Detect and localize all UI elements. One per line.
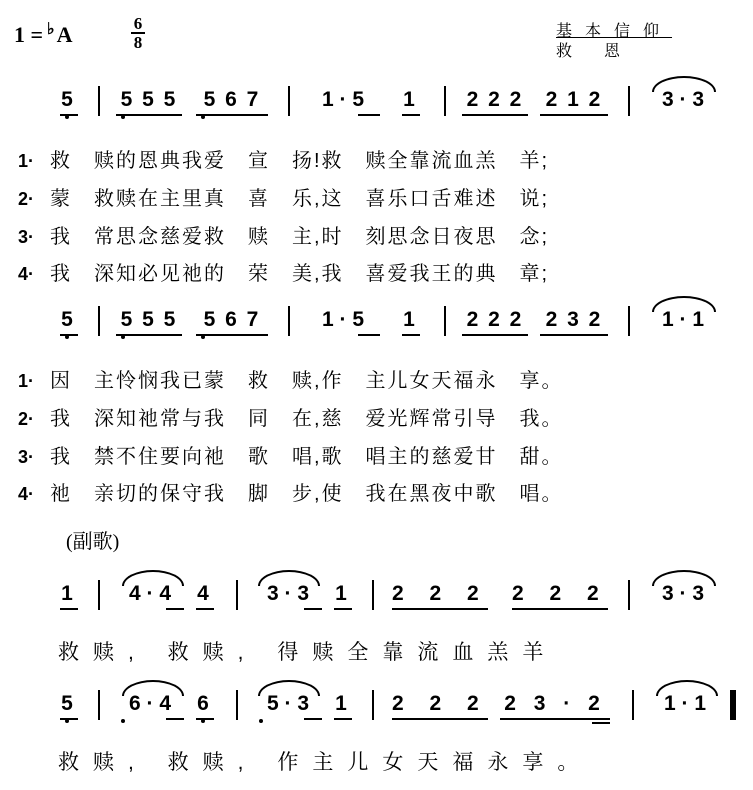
- flat-sign: ♭: [47, 21, 55, 38]
- bar-line: [632, 690, 634, 720]
- bar-line: [98, 86, 100, 116]
- meter-top: 6: [133, 14, 143, 33]
- note: 4 · 4: [128, 582, 172, 605]
- verse-lyric-4a: [18, 257, 549, 287]
- note: 5 5 5: [116, 88, 182, 112]
- bar-line: [98, 690, 100, 720]
- pickup-note: [60, 302, 78, 342]
- lyric-text: 祂 亲切的保守我 脚 步,使 我在黑夜中歌 唱。: [50, 483, 564, 505]
- note-group: [392, 576, 488, 616]
- bar-line: [628, 306, 630, 336]
- note: 5 · 3: [254, 692, 322, 716]
- note: 3 · 3: [661, 88, 705, 111]
- note: 5 5 5: [116, 308, 182, 332]
- note: 2 2 2: [512, 582, 609, 605]
- verse-number: 4·: [18, 484, 35, 504]
- key-signature: [14, 22, 72, 48]
- bar-line: [444, 86, 446, 116]
- note-group: [540, 302, 608, 342]
- note-group: [254, 576, 322, 616]
- verse-lyric-1b: [18, 364, 564, 394]
- bar-line: [372, 580, 374, 610]
- note-group: [402, 82, 420, 122]
- chorus-music-line-1: [0, 576, 753, 616]
- note: 5: [61, 308, 73, 331]
- chorus-music-line-2: [0, 686, 753, 726]
- note-group: [402, 302, 420, 342]
- note: 6 · 4: [116, 692, 184, 716]
- verse-lyric-3b: [18, 440, 564, 470]
- chorus-label: (副歌): [66, 531, 120, 553]
- note-group: [392, 686, 488, 726]
- bar-line: [236, 690, 238, 720]
- meter-bottom: 8: [133, 33, 143, 52]
- verse-lyric-2a: [18, 182, 549, 212]
- note-group: [648, 576, 718, 616]
- note: 2 3 · 2: [504, 692, 606, 715]
- bar-line: [236, 580, 238, 610]
- note-group: [334, 686, 352, 726]
- note: 1: [403, 88, 415, 111]
- lyric-text: 我 常思念慈爱救 赎 主,时 刻思念日夜思 念;: [50, 226, 550, 248]
- note: 1 · 1: [663, 692, 707, 715]
- pickup-note: [60, 82, 78, 122]
- note: 1 · 1: [661, 308, 705, 331]
- note: 3 · 3: [266, 582, 310, 605]
- bar-line: [628, 86, 630, 116]
- credit-line1: 基本信仰: [556, 23, 673, 40]
- note: 2 1 2: [545, 88, 603, 111]
- chorus-lyric-1: 救赎, 救赎, 得赎全靠流血羔羊: [58, 641, 558, 664]
- note-group: [60, 686, 78, 726]
- note-group: [116, 82, 182, 122]
- lyric-text: 我 深知祂常与我 同 在,慈 爱光辉常引导 我。: [50, 408, 564, 430]
- note: 4: [197, 582, 209, 605]
- verse-number: 1·: [18, 371, 35, 391]
- verse-number: 3·: [18, 447, 35, 467]
- note-group: [648, 82, 718, 122]
- note: 5: [61, 88, 73, 111]
- note-group: [116, 686, 184, 726]
- credit-subcategory: 救 恩: [556, 43, 621, 60]
- verse-number: 1·: [18, 151, 35, 171]
- bar-line: [98, 580, 100, 610]
- note-group: [116, 302, 182, 342]
- lyric-text: 因 主怜悯我已蒙 救 赎,作 主儿女天福永 享。: [50, 370, 564, 392]
- note: 3 · 3: [661, 582, 705, 605]
- note-group: [60, 576, 78, 616]
- note-group: [196, 82, 268, 122]
- verse-music-line-2: [0, 302, 753, 342]
- bar-line: [98, 306, 100, 336]
- note-group: [334, 576, 352, 616]
- note: 1: [61, 582, 73, 605]
- note-group: [462, 82, 528, 122]
- verse-lyric-2b: [18, 402, 564, 432]
- verse-lyric-1a: [18, 144, 549, 174]
- note: 2 3 2: [545, 308, 603, 331]
- note-group: [462, 302, 528, 342]
- lyric-text: 我 深知必见祂的 荣 美,我 喜爱我王的典 章;: [50, 263, 550, 285]
- note-group: [500, 686, 610, 726]
- chorus-lyric-2: 救赎, 救赎, 作主儿女天福永享。: [58, 751, 593, 774]
- note: 2 2 2: [466, 308, 524, 331]
- note-group: [650, 686, 720, 726]
- time-signature: [131, 16, 145, 50]
- note: 1: [335, 582, 347, 605]
- verse-number: 2·: [18, 189, 35, 209]
- note-group: [196, 686, 214, 726]
- note: 2 2 2: [392, 582, 489, 605]
- lyric-text: 救 赎的恩典我爱 宣 扬!救 赎全靠流血羔 羊;: [50, 150, 550, 172]
- note: 6: [197, 692, 209, 715]
- note: 2 2 2: [392, 692, 489, 715]
- note: 1 · 5: [321, 308, 365, 331]
- bar-line: [628, 580, 630, 610]
- note-group: [306, 82, 380, 122]
- verse-lyric-3a: [18, 220, 549, 250]
- note: 5 6 7: [196, 88, 268, 112]
- note: 2 2 2: [466, 88, 524, 111]
- note: 5 6 7: [196, 308, 268, 332]
- bar-line: [444, 306, 446, 336]
- note-group: [196, 576, 214, 616]
- note: 5: [61, 692, 73, 715]
- verse-number: 2·: [18, 409, 35, 429]
- note-group: [540, 82, 608, 122]
- verse-number: 4·: [18, 264, 35, 284]
- note-group: [306, 302, 380, 342]
- note: 1 · 5: [321, 88, 365, 111]
- note-group: [512, 576, 608, 616]
- verse-number: 3·: [18, 227, 35, 247]
- final-bar-line: [730, 690, 736, 720]
- lyric-text: 我 禁不住要向祂 歌 唱,歌 唱主的慈爱甘 甜。: [50, 446, 564, 468]
- note-group: [196, 302, 268, 342]
- verse-lyric-4b: [18, 477, 564, 507]
- verse-music-line-1: [0, 82, 753, 122]
- note-group: [254, 686, 322, 726]
- note: 1: [335, 692, 347, 715]
- bar-line: [288, 306, 290, 336]
- note: 1: [403, 308, 415, 331]
- key-prefix: 1 =: [14, 22, 44, 47]
- note-group: [648, 302, 718, 342]
- key-note: A: [56, 22, 73, 47]
- bar-line: [288, 86, 290, 116]
- bar-line: [372, 690, 374, 720]
- note-group: [116, 576, 184, 616]
- lyric-text: 蒙 救赎在主里真 喜 乐,这 喜乐口舌难述 说;: [50, 188, 550, 210]
